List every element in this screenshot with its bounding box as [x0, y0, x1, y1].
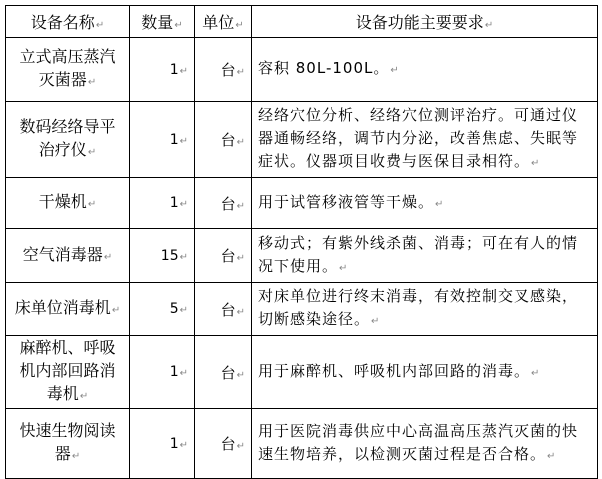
paragraph-mark-icon: ↵ — [179, 251, 188, 263]
equipment-name-cell: 数码经络导平治疗仪↵ — [6, 102, 130, 178]
unit-cell: 台↵ — [195, 409, 252, 479]
header-row — [6, 6, 598, 38]
equipment-name-cell: 立式高压蒸汽灭菌器↵ — [6, 38, 130, 102]
paragraph-mark-icon: ↵ — [179, 305, 188, 316]
paragraph-mark-icon: ↵ — [531, 158, 540, 169]
quantity-cell: 1↵ — [130, 38, 195, 102]
table-row — [6, 283, 598, 336]
paragraph-mark-icon: ↵ — [179, 439, 188, 451]
quantity-cell: 15↵ — [130, 229, 195, 283]
table-row — [6, 102, 598, 178]
quantity-cell: 1↵ — [130, 178, 195, 229]
paragraph-mark-icon: ↵ — [547, 450, 556, 462]
equipment-name-cell: 空气消毒器↵ — [6, 229, 130, 283]
requirement-cell: 用于医院消毒供应中心高温高压蒸汽灭菌的快速生物培养，以检测灭菌过程是否合格。↵ — [252, 409, 598, 479]
paragraph-mark-icon: ↵ — [236, 306, 245, 318]
requirement-cell: 容积 80L-100L。↵ — [252, 38, 598, 102]
unit-cell: 台↵ — [195, 178, 252, 229]
paragraph-mark-icon: ↵ — [339, 262, 348, 274]
quantity-cell: 1↵ — [130, 336, 195, 409]
equipment-spec-table — [5, 5, 598, 479]
table-row — [6, 229, 598, 283]
paragraph-mark-icon: ↵ — [236, 441, 245, 452]
unit-cell: 台↵ — [195, 102, 252, 178]
requirement-cell: 移动式；有紫外线杀菌、消毒；可在有人的情况下使用。↵ — [252, 229, 598, 283]
unit-cell: 台↵ — [195, 38, 252, 102]
requirement-cell: 用于试管移液管等干燥。↵ — [252, 178, 598, 229]
header-unit: 单位↵ — [195, 6, 252, 38]
paragraph-mark-icon: ↵ — [179, 368, 188, 379]
header-requirements: 设备功能主要要求↵ — [252, 6, 598, 38]
table-row — [6, 336, 598, 409]
paragraph-mark-icon: ↵ — [235, 20, 244, 31]
unit-cell: 台↵ — [195, 229, 252, 283]
unit-cell: 台↵ — [195, 336, 252, 409]
equipment-name-cell: 快速生物阅读器↵ — [6, 409, 130, 479]
paragraph-mark-icon: ↵ — [79, 391, 89, 402]
equipment-name-cell: 干燥机↵ — [6, 178, 130, 229]
table-row — [6, 178, 598, 229]
paragraph-mark-icon: ↵ — [95, 20, 105, 31]
unit-cell: 台↵ — [195, 283, 252, 336]
paragraph-mark-icon: ↵ — [179, 199, 188, 210]
table-row — [6, 38, 598, 102]
requirement-cell: 经络穴位分析、经络穴位测评治疗。可通过仪器通畅经络，调节内分泌，改善焦虑、失眠等症状。仪器项目收费与医保目录相符。↵ — [252, 102, 598, 178]
paragraph-mark-icon: ↵ — [236, 200, 245, 212]
paragraph-mark-icon: ↵ — [87, 199, 97, 210]
paragraph-mark-icon: ↵ — [174, 20, 183, 31]
paragraph-mark-icon: ↵ — [179, 65, 188, 77]
paragraph-mark-icon: ↵ — [390, 65, 399, 76]
header-name: 设备名称↵ — [6, 6, 130, 38]
paragraph-mark-icon: ↵ — [484, 20, 494, 31]
table-row — [6, 409, 598, 479]
paragraph-mark-icon: ↵ — [435, 198, 444, 210]
paragraph-mark-icon: ↵ — [111, 305, 121, 316]
quantity-cell: 5↵ — [130, 283, 195, 336]
paragraph-mark-icon: ↵ — [179, 135, 188, 147]
header-qty: 数量↵ — [130, 6, 195, 38]
paragraph-mark-icon: ↵ — [87, 77, 97, 88]
paragraph-mark-icon: ↵ — [71, 451, 81, 462]
paragraph-mark-icon: ↵ — [236, 253, 245, 264]
requirement-cell: 用于麻醉机、呼吸机内部回路的消毒。↵ — [252, 336, 598, 409]
paragraph-mark-icon: ↵ — [103, 251, 113, 263]
paragraph-mark-icon: ↵ — [371, 316, 380, 327]
paragraph-mark-icon: ↵ — [236, 67, 245, 78]
equipment-name-cell: 麻醉机、呼吸机内部回路消毒机↵ — [6, 336, 130, 409]
paragraph-mark-icon: ↵ — [87, 147, 97, 158]
requirement-cell: 对床单位进行终末消毒，有效控制交叉感染，切断感染途径。↵ — [252, 283, 598, 336]
paragraph-mark-icon: ↵ — [236, 369, 245, 381]
equipment-name-cell: 床单位消毒机↵ — [6, 283, 130, 336]
quantity-cell: 1↵ — [130, 102, 195, 178]
quantity-cell: 1↵ — [130, 409, 195, 479]
paragraph-mark-icon: ↵ — [531, 367, 540, 379]
paragraph-mark-icon: ↵ — [236, 137, 245, 148]
